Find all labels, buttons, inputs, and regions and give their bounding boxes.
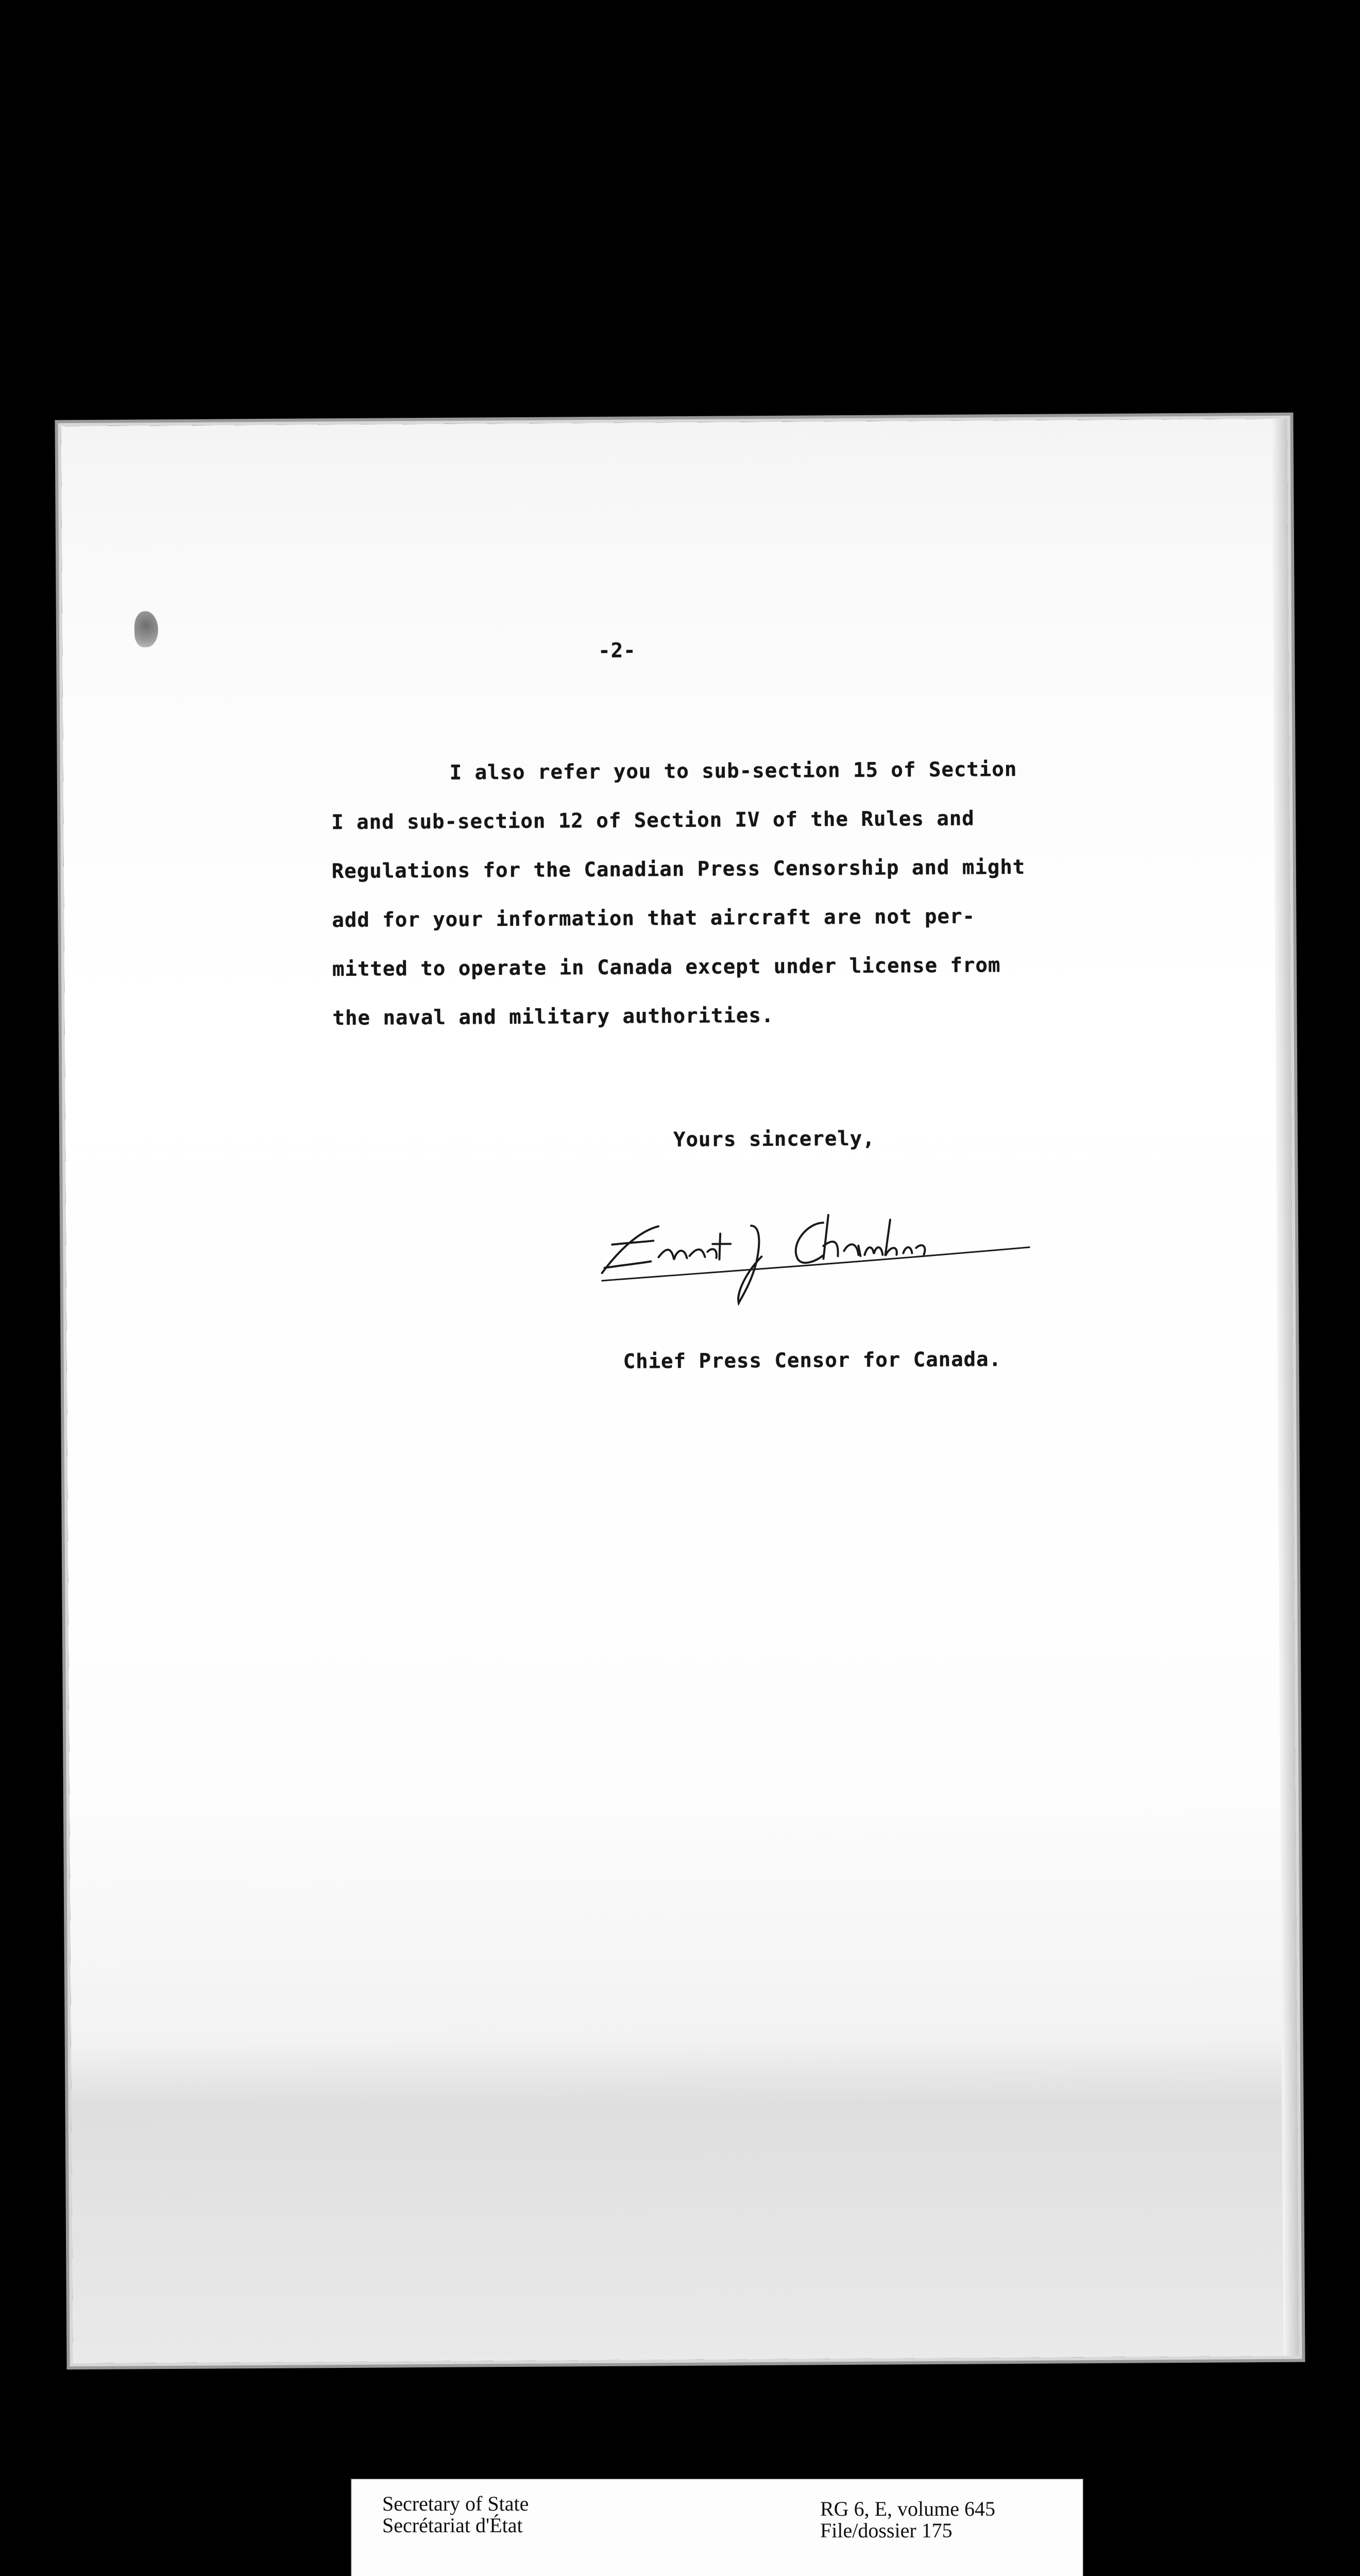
body-line-3: Regulations for the Canadian Press Censorship and might [331,855,1026,884]
body-line-1: I also refer you to sub-section 15 of Section [449,757,1017,785]
handwritten-signature [581,1193,1045,1309]
fonds-name-en: Secretary of State [382,2492,529,2515]
archive-reference-card [350,2478,1084,2576]
ink-blot [134,611,158,647]
body-line-4: add for your information that aircraft are not per- [332,905,976,933]
closing-salutation: Yours sincerely, [673,1127,875,1152]
fonds-name-fr: Secrétariat d'État [382,2514,523,2537]
document-page [61,419,1299,2363]
signer-title: Chief Press Censor for Canada. [623,1348,1002,1374]
body-line-5: mitted to operate in Canada except under license from [332,954,1001,981]
body-line-6: the naval and military authorities. [332,1004,774,1030]
page-shading [71,2037,1299,2364]
file-reference: File/dossier 175 [820,2519,953,2542]
body-line-2: I and sub-section 12 of Section IV of the Rules and [331,807,975,835]
record-group-reference: RG 6, E, volume 645 [820,2497,995,2520]
page-number: -2- [598,639,636,663]
